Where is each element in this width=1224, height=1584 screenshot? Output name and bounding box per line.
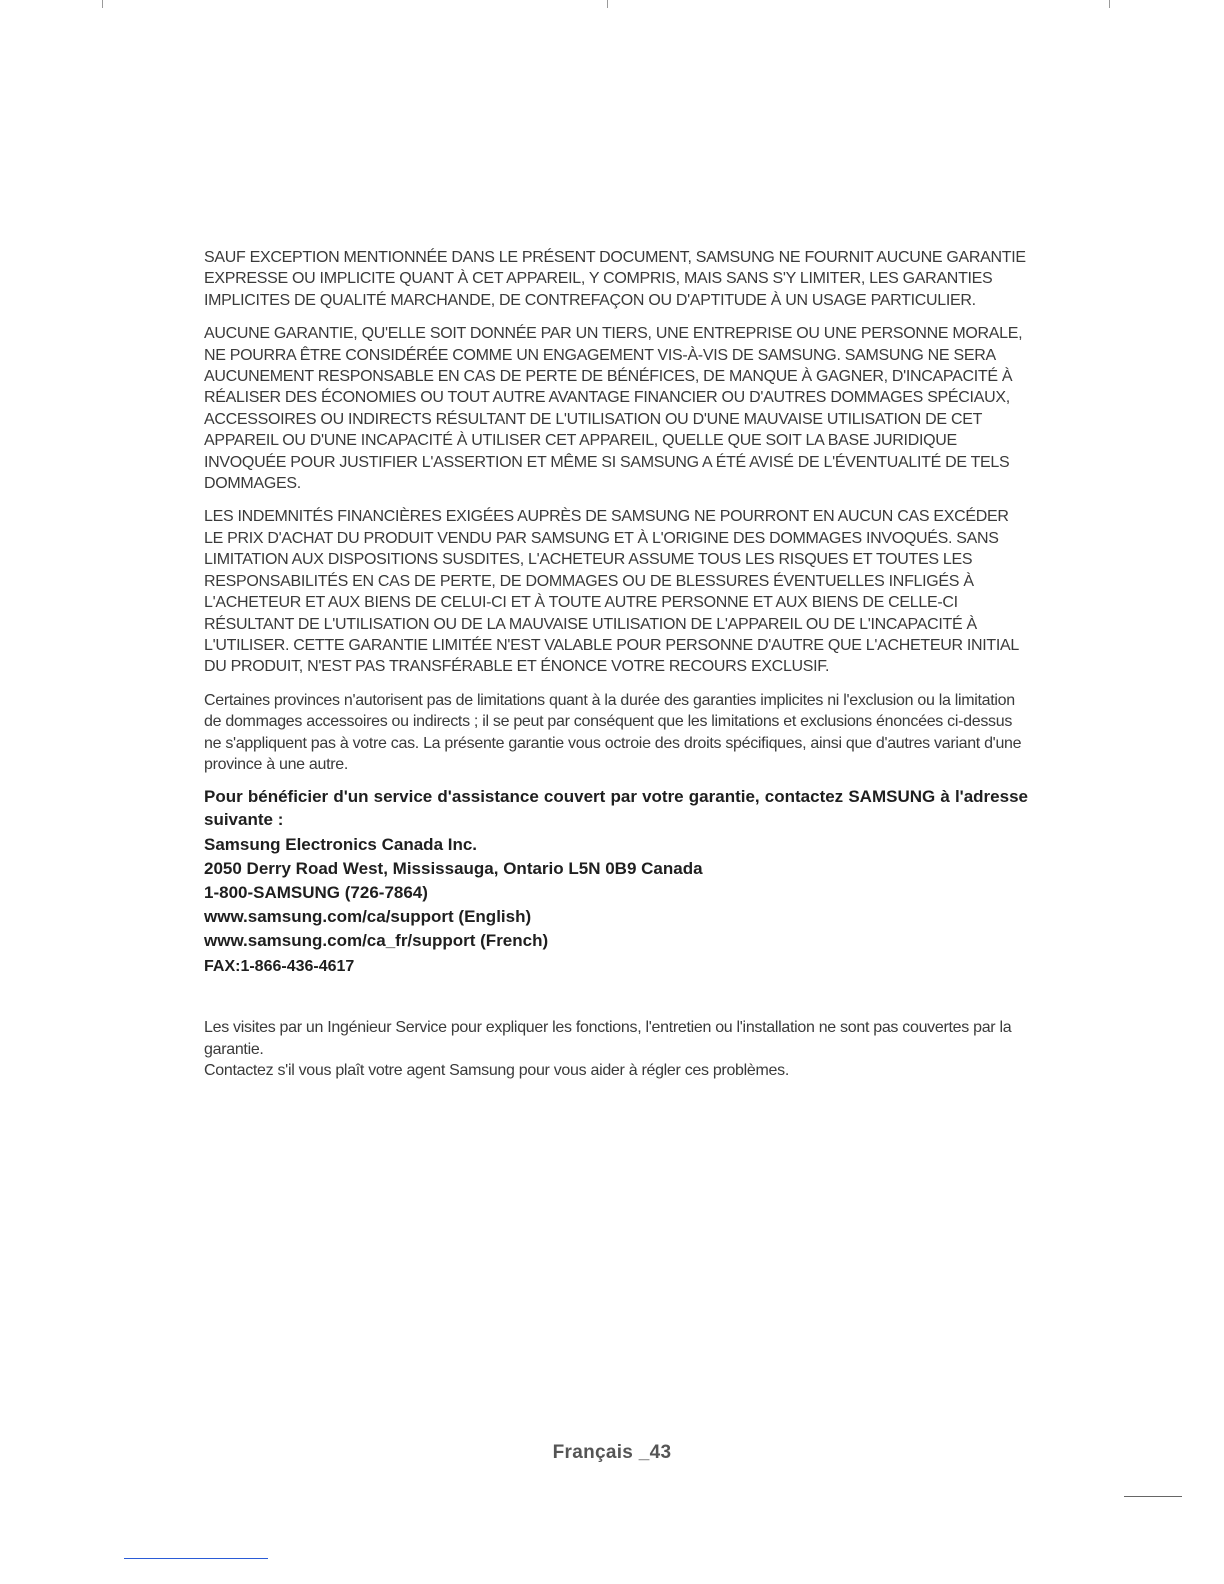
- service-note-line-1: Les visites par un Ingénieur Service pour expliquer les fonctions, l'entretien ou l'installation ne sont pas couvertes par la garantie.: [204, 1019, 1012, 1058]
- service-note-line-2: Contactez s'il vous plaît votre agent Samsung pour vous aider à régler ces problèmes.: [204, 1062, 789, 1080]
- company-name: Samsung Electronics Canada Inc.: [204, 835, 478, 855]
- company-address: 2050 Derry Road West, Mississauga, Ontario L5N 0B9 Canada: [204, 859, 703, 879]
- phone-number: 1-800-SAMSUNG (726-7864): [204, 883, 428, 903]
- support-link-english[interactable]: www.samsung.com/ca/support (English): [204, 907, 532, 927]
- contact-block: [204, 785, 1028, 979]
- footer-rule: [1124, 1496, 1182, 1497]
- disclaimer-paragraph-2: AUCUNE GARANTIE, QU'ELLE SOIT DONNÉE PAR UN TIERS, UNE ENTREPRISE OU UNE PERSONNE MORALE, NE POURRA ÊTRE CONSIDÉRÉE COMME UN ENGAGEMENT VIS-À-VIS DE SAMSUNG. SAMSUNG NE SERA AUCUNEMENT RESPONSABLE EN CAS DE PERTE DE BÉNÉFICES, DE MANQUE À GAGNER, D'INCAPACITÉ À RÉALISER DES ÉCONOMIES OU TOUT AUTRE AVANTAGE FINANCIER OU D'AUTRES DOMMAGES SPÉCIAUX, ACCESSOIRES OU INDIRECTS RÉSULTANT DE L'UTILISATION OU D'UNE MAUVAISE UTILISATION DE CET APPAREIL OU D'UNE INCAPACITÉ À UTILISER CET APPAREIL, QUELLE QUE SOIT LA BASE JURIDIQUE INVOQUÉE POUR JUSTIFIER L'ASSERTION ET MÊME SI SAMSUNG A ÉTÉ AVISÉ DE L'ÉVENTUALITÉ DE TELS DOMMAGES.: [204, 325, 1023, 493]
- bottom-blue-rule: [124, 1558, 268, 1559]
- warranty-text-block: [204, 247, 1028, 1082]
- page-footer-label: Français _43: [552, 1442, 672, 1463]
- crop-mark-center: [607, 0, 608, 8]
- contact-heading: Pour bénéficier d'un service d'assistance couvert par votre garantie, contactez SAMSUNG à l'adresse suivante :: [204, 787, 1028, 830]
- provinces-paragraph: Certaines provinces n'autorisent pas de limitations quant à la durée des garanties implicites ni l'exclusion ou la limitation de dommages accessoires ou indirects ; il se peut par conséquent que les limitations et exclusions énoncées ci-dessus ne s'appliquent pas à votre cas. La présente garantie vous octroie des droits spécifiques, ainsi que d'autres variant d'une province à une autre.: [204, 691, 1022, 773]
- fax-number: FAX:1-866-436-4617: [204, 958, 355, 976]
- support-link-french[interactable]: www.samsung.com/ca_fr/support (French): [204, 931, 549, 951]
- crop-mark-left: [102, 0, 103, 8]
- disclaimer-paragraph-3: LES INDEMNITÉS FINANCIÈRES EXIGÉES AUPRÈS DE SAMSUNG NE POURRONT EN AUCUN CAS EXCÉDER LE PRIX D'ACHAT DU PRODUIT VENDU PAR SAMSUNG ET À L'ORIGINE DES DOMMAGES INVOQUÉS. SANS LIMITATION AUX DISPOSITIONS SUSDITES, L'ACHETEUR ASSUME TOUS LES RISQUES ET TOUTES LES RESPONSABILITÉS EN CAS DE PERTE, DE DOMMAGES OU DE BLESSURES ÉVENTUELLES INFLIGÉS À L'ACHETEUR ET AUX BIENS DE CELUI-CI ET À TOUTE AUTRE PERSONNE ET AUX BIENS DE CELLE-CI RÉSULTANT DE L'UTILISATION OU DE LA MAUVAISE UTILISATION DE L'APPAREIL OU DE L'INCAPACITÉ À L'UTILISER. CETTE GARANTIE LIMITÉE N'EST VALABLE POUR PERSONNE D'AUTRE QUE L'ACHETEUR INITIAL DU PRODUIT, N'EST PAS TRANSFÉRABLE ET ÉNONCE VOTRE RECOURS EXCLUSIF.: [204, 508, 1019, 676]
- crop-mark-right: [1109, 0, 1110, 8]
- disclaimer-paragraph-1: SAUF EXCEPTION MENTIONNÉE DANS LE PRÉSENT DOCUMENT, SAMSUNG NE FOURNIT AUCUNE GARANTIE EXPRESSE OU IMPLICITE QUANT À CET APPAREIL, Y COMPRIS, MAIS SANS S'Y LIMITER, LES GARANTIES IMPLICITES DE QUALITÉ MARCHANDE, DE CONTREFAÇON OU D'APTITUDE À UN USAGE PARTICULIER.: [204, 249, 1026, 309]
- service-note: [204, 1017, 1028, 1081]
